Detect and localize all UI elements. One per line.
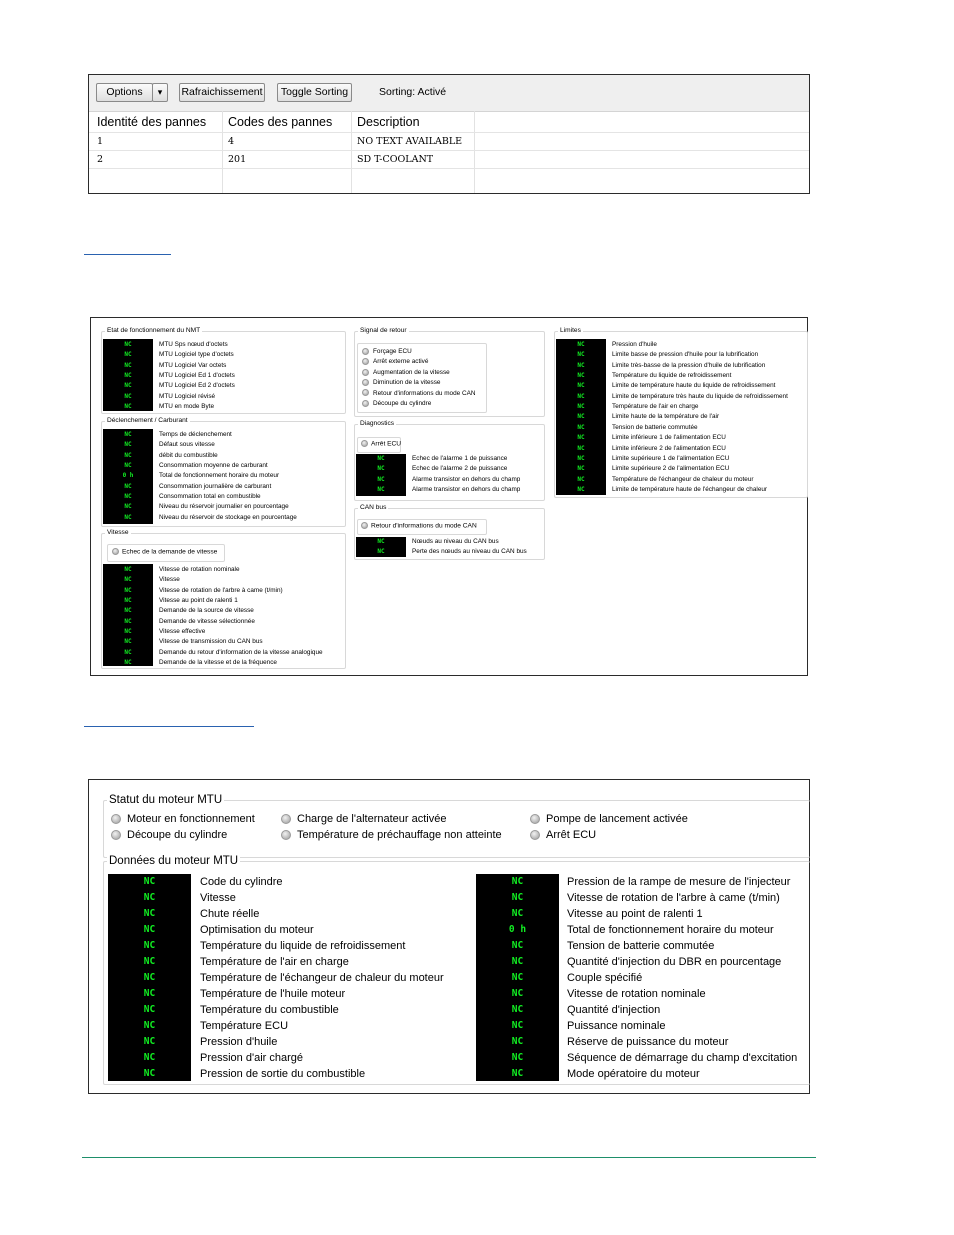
status-indicator <box>362 399 431 409</box>
nmt-group <box>101 327 346 414</box>
data-label: Couple spécifié <box>567 972 643 984</box>
indicator-label: Echec de la demande de vitesse <box>122 548 218 556</box>
status-indicator <box>362 357 428 367</box>
toggle-sorting-button[interactable]: Toggle Sorting <box>277 83 352 102</box>
value-readout: NC <box>143 956 156 967</box>
data-label: Pression d'huile <box>612 341 657 348</box>
value-readout: NC <box>511 1068 524 1079</box>
value-readout: NC <box>124 648 132 656</box>
data-label: Température du liquide de refroidissement <box>612 372 732 380</box>
value-readout: NC <box>124 503 132 511</box>
data-label: Pression d'huile <box>200 1036 278 1048</box>
value-readout: NC <box>143 892 156 903</box>
canbus-indicator-box <box>357 519 487 535</box>
can-feedback-indicator <box>361 522 477 529</box>
data-label: Echec de l'alarme 2 de puissance <box>412 465 508 473</box>
header-fault-code[interactable]: Codes des pannes <box>228 115 333 129</box>
data-label: Vitesse <box>200 892 236 904</box>
status-indicator <box>362 347 412 357</box>
value-readout: NC <box>577 465 585 473</box>
data-label: Température de l'huile moteur <box>200 988 346 1000</box>
table-cell-description[interactable]: SD T-COOLANT <box>357 154 434 165</box>
data-label: Température du liquide de refroidissement <box>200 940 406 952</box>
data-label: Température ECU <box>200 1020 289 1032</box>
status-indicator <box>530 811 688 827</box>
indicator-label: Moteur en fonctionnement <box>127 813 255 825</box>
value-readout: NC <box>577 341 585 348</box>
value-readout: NC <box>577 403 585 411</box>
indicator-label: Retour d'informations du mode CAN <box>373 389 476 397</box>
data-label: Puissance nominale <box>567 1020 666 1032</box>
value-readout: NC <box>124 382 132 390</box>
value-readout: NC <box>124 493 132 501</box>
data-label: Vitesse de rotation de l'arbre à came (t/min) <box>159 586 283 594</box>
ecu-stop-indicator <box>361 440 401 447</box>
value-readout: NC <box>124 451 132 459</box>
header-description[interactable]: Description <box>357 115 420 129</box>
status-led-icon <box>361 440 368 447</box>
value-readout: NC <box>577 423 585 431</box>
data-label: Alarme transistor en dehors du champ <box>412 485 521 493</box>
speed-group <box>101 529 346 669</box>
value-readout: NC <box>377 538 385 545</box>
value-readout: NC <box>511 1036 524 1047</box>
data-label: Pression d'air chargé <box>200 1052 303 1064</box>
data-label: Total de fonctionnement horaire du moteur <box>159 472 280 480</box>
canbus-group <box>354 504 545 560</box>
value-readout: NC <box>511 1004 524 1015</box>
data-label: Pression de la rampe de mesure de l'injecteur <box>567 876 791 888</box>
table-cell-code[interactable]: 201 <box>228 154 247 165</box>
value-readout: NC <box>377 475 385 483</box>
status-led-icon <box>362 400 369 407</box>
value-readout: NC <box>511 956 524 967</box>
data-label: Niveau du réservoir de stockage en pourcentage <box>159 513 297 521</box>
value-readout: NC <box>124 638 132 646</box>
value-readout: NC <box>577 444 585 452</box>
value-readout: NC <box>124 372 132 380</box>
value-readout: NC <box>124 576 132 584</box>
data-label: Limite supérieure 1 de l'alimentation ECU <box>612 454 730 462</box>
data-label: Limite de température très haute du liquide de refroidissement <box>612 392 788 400</box>
table-cell-code[interactable]: 4 <box>228 136 235 147</box>
status-led-icon <box>281 814 291 824</box>
data-label: Température de l'échangeur de chaleur du moteur <box>200 972 444 984</box>
row-divider <box>89 132 809 133</box>
value-readout: 0 h <box>122 472 134 480</box>
data-label: Limite très-basse de la pression d'huile de lubrification <box>612 361 766 369</box>
value-readout: NC <box>577 382 585 390</box>
indicator-label: Augmentation de la vitesse <box>373 368 450 376</box>
value-readout: NC <box>124 392 132 400</box>
value-readout: NC <box>143 924 156 935</box>
footer-rule <box>82 1157 816 1158</box>
options-button[interactable]: Options <box>96 83 153 102</box>
value-readout: NC <box>577 361 585 369</box>
value-readout: 0 h <box>508 924 527 935</box>
value-readout: NC <box>377 455 385 462</box>
data-label: MTU Logiciel Ed 1 d'octets <box>159 372 235 380</box>
data-label: Demande de la source de vitesse <box>159 607 254 615</box>
value-readout: NC <box>377 548 385 556</box>
data-label: débit du combustible <box>159 451 218 459</box>
speed-indicator-box <box>107 544 225 562</box>
data-label: Vitesse <box>159 576 180 584</box>
nmt-group-title: Etat de fonctionnement du NMT <box>107 327 201 334</box>
feedback-indicator-box <box>357 343 487 413</box>
value-readout: NC <box>124 628 132 636</box>
value-readout: NC <box>577 372 585 380</box>
refresh-button[interactable]: Rafraichissement <box>179 83 265 102</box>
engine-data-title: Données du moteur MTU <box>109 855 239 867</box>
value-readout: NC <box>124 566 132 573</box>
data-label: Temps de déclenchement <box>159 431 232 438</box>
data-label: MTU Logiciel révisé <box>159 392 216 400</box>
value-readout: NC <box>124 341 132 348</box>
value-readout: NC <box>577 351 585 359</box>
status-led-icon <box>362 348 369 355</box>
value-readout: NC <box>124 361 132 369</box>
section-link-underline[interactable] <box>84 726 254 727</box>
value-readout: NC <box>577 434 585 442</box>
status-indicator <box>281 827 502 843</box>
indicator-label: Forçage ECU <box>373 348 412 355</box>
data-label: Echec de l'alarme 1 de puissance <box>412 455 508 462</box>
status-indicator <box>530 827 596 843</box>
mtu-engine-panel <box>88 779 810 1094</box>
value-readout: NC <box>124 607 132 615</box>
data-label: Mode opératoire du moteur <box>567 1068 700 1080</box>
value-readout: NC <box>511 972 524 983</box>
data-label: Température du combustible <box>200 1004 339 1016</box>
data-label: MTU en mode Byte <box>159 403 215 411</box>
indicator-label: Charge de l'alternateur activée <box>297 813 447 825</box>
data-label: Tension de batterie commutée <box>612 423 698 431</box>
data-label: Demande de vitesse sélectionnée <box>159 617 255 625</box>
data-label: Total de fonctionnement horaire du moteur <box>567 924 774 936</box>
value-readout: NC <box>377 465 385 473</box>
feedback-group <box>354 327 545 417</box>
indicator-label: Découpe du cylindre <box>373 400 432 407</box>
data-label: Limite supérieure 2 de l'alimentation ECU <box>612 465 730 473</box>
indicator-label: Arrêt ECU <box>546 829 597 841</box>
limits-group <box>554 327 808 498</box>
status-indicator <box>362 378 441 388</box>
value-readout: NC <box>124 659 132 667</box>
diagnostics-indicator-box <box>357 437 401 453</box>
data-label: Nœuds au niveau du CAN bus <box>412 538 499 545</box>
value-readout: NC <box>577 392 585 400</box>
data-label: Température de l'air en charge <box>612 403 699 411</box>
value-readout: NC <box>143 1004 156 1015</box>
indicator-label: Retour d'informations du mode CAN <box>371 522 477 530</box>
sorting-status: Sorting: Activé <box>379 86 447 98</box>
value-readout: NC <box>577 475 585 483</box>
data-label: Vitesse de rotation de l'arbre à came (t/min) <box>567 892 780 904</box>
data-label: Demande de la vitesse et de la fréquence <box>159 659 277 667</box>
table-cell-id[interactable]: 2 <box>97 154 104 165</box>
value-readout: NC <box>143 972 156 983</box>
status-indicator <box>362 389 475 399</box>
value-readout: NC <box>377 485 385 493</box>
value-readout: NC <box>577 413 585 421</box>
value-readout: NC <box>124 462 132 470</box>
value-readout: NC <box>124 513 132 521</box>
status-led-icon <box>111 830 121 840</box>
faults-panel <box>88 74 810 194</box>
value-readout: NC <box>143 1068 156 1079</box>
status-indicator <box>362 368 450 378</box>
data-label: Optimisation du moteur <box>200 924 314 936</box>
data-label: Limite de température haute du liquide de refroidissement <box>612 382 776 390</box>
data-label: Pression de sortie du combustible <box>200 1068 366 1080</box>
data-label: Vitesse de transmission du CAN bus <box>159 638 263 646</box>
data-label: Niveau du réservoir journalier en pourcentage <box>159 503 289 511</box>
data-label: MTU Logiciel Var octets <box>159 361 227 369</box>
value-readout: NC <box>511 876 524 887</box>
options-dropdown-button[interactable]: ▾ <box>152 83 168 102</box>
data-label: Vitesse de rotation nominale <box>567 988 706 1000</box>
trip-fuel-group <box>101 417 346 527</box>
data-label: Limite basse de pression d'huile pour la lubrification <box>612 351 759 359</box>
faults-toolbar <box>89 75 809 112</box>
header-fault-id[interactable]: Identité des pannes <box>97 115 207 129</box>
diagnostics-group <box>354 420 545 501</box>
data-label: Séquence de démarrage du champ d'excitation <box>567 1052 798 1064</box>
value-readout: NC <box>511 1020 524 1031</box>
value-readout: NC <box>124 351 132 359</box>
canbus-group-title: CAN bus <box>360 504 387 511</box>
speed-group-title: Vitesse <box>107 529 129 536</box>
value-readout: NC <box>511 1052 524 1063</box>
data-label: Réserve de puissance du moteur <box>567 1036 729 1048</box>
data-label: Vitesse au point de ralenti 1 <box>159 597 238 605</box>
data-label: Tension de batterie commutée <box>567 940 715 952</box>
status-led-icon <box>362 358 369 365</box>
data-label: Vitesse de rotation nominale <box>159 566 240 573</box>
value-readout: NC <box>124 441 132 449</box>
value-readout: NC <box>124 482 132 490</box>
section-link-underline[interactable] <box>84 254 171 255</box>
value-readout: NC <box>143 940 156 951</box>
value-readout: NC <box>511 940 524 951</box>
data-label: Perte des nœuds au niveau du CAN bus <box>412 548 527 556</box>
data-label: MTU Sps nœud d'octets <box>159 341 228 348</box>
data-label: Température de l'air en charge <box>200 956 349 968</box>
engine-status-title: Statut du moteur MTU <box>109 794 223 806</box>
value-readout: NC <box>124 431 132 438</box>
value-readout: NC <box>143 988 156 999</box>
row-divider <box>89 150 809 151</box>
status-led-icon <box>530 814 540 824</box>
value-readout: NC <box>511 988 524 999</box>
limits-group-title: Limites <box>560 327 581 334</box>
value-readout: NC <box>511 892 524 903</box>
data-label: Alarme transistor en dehors du champ <box>412 475 521 483</box>
indicator-label: Pompe de lancement activée <box>546 813 688 825</box>
data-label: Code du cylindre <box>200 876 283 888</box>
data-label: Limite de température haute de l'échangeur de chaleur <box>612 485 768 493</box>
value-readout: NC <box>143 1036 156 1047</box>
status-indicator <box>111 827 227 843</box>
data-label: Quantité d'injection du DBR en pourcentage <box>567 956 782 968</box>
status-indicator <box>281 811 446 827</box>
indicator-label: Diminution de la vitesse <box>373 379 441 387</box>
engine-data-group <box>103 855 810 1085</box>
indicator-label: Découpe du cylindre <box>127 829 228 841</box>
indicator-label: Arrêt ECU <box>371 440 402 448</box>
status-led-icon <box>111 814 121 824</box>
data-label: Limite haute de la température de l'air <box>612 413 720 421</box>
feedback-group-title: Signal de retour <box>360 327 407 334</box>
status-led-icon <box>362 379 369 386</box>
status-led-icon <box>281 830 291 840</box>
value-readout: NC <box>124 586 132 594</box>
table-cell-description[interactable]: NO TEXT AVAILABLE <box>357 136 463 147</box>
data-label: Consommation moyenne de carburant <box>159 462 268 470</box>
indicator-label: Arrêt externe activé <box>373 358 429 366</box>
data-label: MTU Logiciel Ed 2 d'octets <box>159 382 235 390</box>
data-label: Consommation journalière de carburant <box>159 482 272 490</box>
engine-detail-panel <box>90 317 808 676</box>
status-led-icon <box>112 548 119 555</box>
table-cell-id[interactable]: 1 <box>97 136 104 147</box>
value-readout: NC <box>143 876 156 887</box>
value-readout: NC <box>577 454 585 462</box>
data-label: Limite inférieure 1 de l'alimentation ECU <box>612 434 726 442</box>
status-led-icon <box>362 369 369 376</box>
engine-status-group <box>103 794 810 858</box>
speed-demand-failure-indicator <box>112 548 217 555</box>
value-readout: NC <box>511 908 524 919</box>
value-readout: NC <box>577 485 585 493</box>
status-led-icon <box>362 389 369 396</box>
status-indicator <box>111 811 255 827</box>
indicator-label: Température de préchauffage non atteinte <box>297 829 502 841</box>
value-readout: NC <box>124 617 132 625</box>
data-label: MTU Logiciel type d'octets <box>159 351 234 359</box>
value-readout: NC <box>124 597 132 605</box>
data-label: Vitesse au point de ralenti 1 <box>567 908 703 920</box>
value-readout: NC <box>124 403 132 411</box>
data-label: Chute réelle <box>200 908 260 920</box>
value-readout: NC <box>143 1052 156 1063</box>
value-readout: NC <box>143 1020 156 1031</box>
data-label: Quantité d'injection <box>567 1004 661 1016</box>
data-label: Défaut sous vitesse <box>159 441 215 449</box>
data-label: Vitesse effective <box>159 628 206 636</box>
trip-fuel-group-title: Déclenchement / Carburant <box>107 417 188 424</box>
status-led-icon <box>530 830 540 840</box>
data-label: Consommation total en combustible <box>159 493 261 501</box>
data-label: Température de l'échangeur de chaleur du moteur <box>612 475 754 483</box>
status-led-icon <box>361 522 368 529</box>
diagnostics-group-title: Diagnostics <box>360 420 395 427</box>
data-label: Demande du retour d'information de la vitesse analogique <box>159 648 323 656</box>
row-divider <box>89 168 809 169</box>
value-readout: NC <box>143 908 156 919</box>
data-label: Limite inférieure 2 de l'alimentation ECU <box>612 444 726 452</box>
